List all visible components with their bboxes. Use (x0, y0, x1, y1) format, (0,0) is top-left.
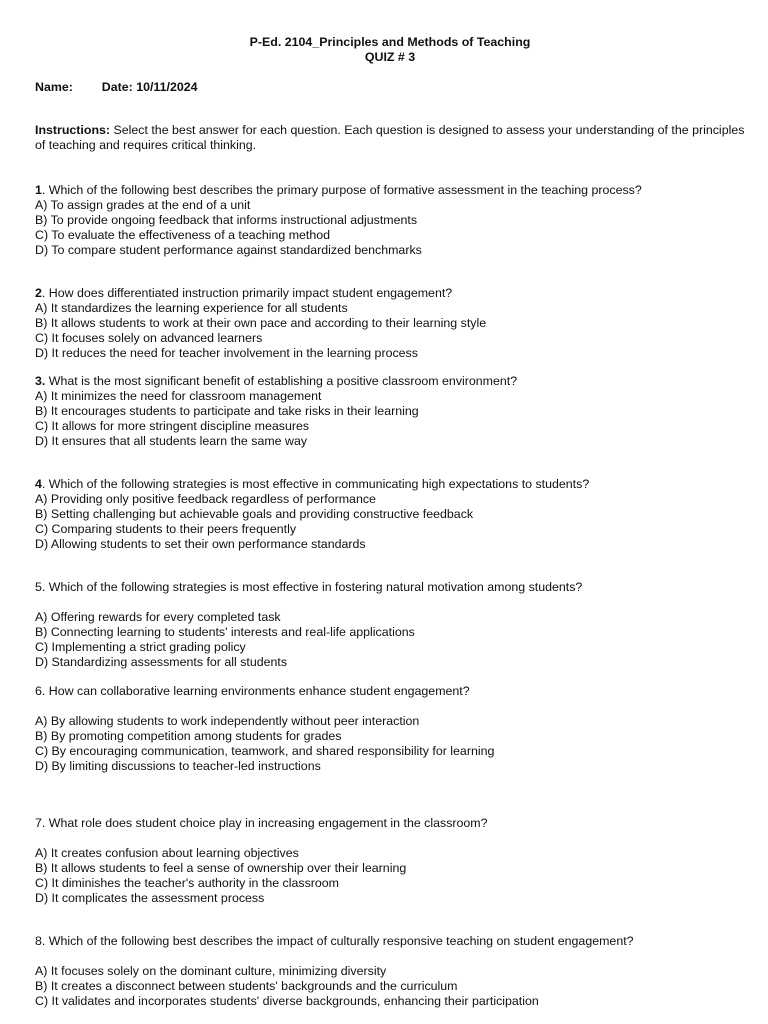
answer-option: C) By encouraging communication, teamwork, and shared responsibility for learning (35, 744, 495, 758)
question-4 (35, 477, 755, 552)
answer-option: C) It diminishes the teacher's authority in the classroom (35, 876, 340, 890)
answer-option: B) Setting challenging but achievable goals and providing constructive feedback (35, 507, 474, 521)
question-stem: 7. What role does student choice play in increasing engagement in the classroom? (35, 816, 488, 830)
answer-option: D) It ensures that all students learn the same way (35, 434, 308, 448)
instructions (35, 123, 747, 154)
instructions-text: Select the best answer for each question. Each question is designed to assess your understanding of the principles of teaching and requires critical thinking. (35, 123, 745, 153)
question-number: 3. (35, 374, 46, 388)
question-text: . Which of the following best describes the primary purpose of formative assessment in the teaching process? (41, 183, 642, 197)
question-stem (35, 477, 755, 492)
question-text: . How does differentiated instruction primarily impact student engagement? (41, 286, 453, 300)
answer-option: B) To provide ongoing feedback that informs instructional adjustments (35, 213, 418, 227)
course-title: P-Ed. 2104_Principles and Methods of Teaching (249, 35, 531, 49)
name-label: Name: (35, 80, 73, 94)
answer-option: A) By allowing students to work independently without peer interaction (35, 714, 420, 728)
header-fields (35, 80, 198, 95)
answer-option: D) By limiting discussions to teacher-led instructions (35, 759, 321, 773)
instructions-label: Instructions: (35, 123, 111, 137)
question-1 (35, 183, 755, 258)
question-stem: 5. Which of the following strategies is most effective in fostering natural motivation among students? (35, 580, 583, 594)
answer-option: C) Implementing a strict grading policy (35, 640, 246, 654)
answer-option: D) To compare student performance against standardized benchmarks (35, 243, 422, 257)
answer-option: B) By promoting competition among students for grades (35, 729, 342, 743)
question-3 (35, 374, 755, 449)
question-stem: 6. How can collaborative learning environments enhance student engagement? (35, 684, 470, 698)
answer-option: B) It allows students to feel a sense of ownership over their learning (35, 861, 407, 875)
answer-option: D) It complicates the assessment process (35, 891, 265, 905)
answer-option: A) It minimizes the need for classroom management (35, 389, 322, 403)
answer-option: C) Comparing students to their peers frequently (35, 522, 297, 536)
question-stem (35, 286, 755, 301)
answer-option: C) It focuses solely on advanced learners (35, 331, 263, 345)
question-text: What is the most significant benefit of establishing a positive classroom environment? (45, 374, 518, 388)
answer-option: D) Allowing students to set their own performance standards (35, 537, 366, 551)
answer-option: A) It standardizes the learning experience for all students (35, 301, 348, 315)
question-5 (35, 580, 755, 670)
question-number: 2 (35, 286, 42, 300)
question-number: 1 (35, 183, 42, 197)
answer-option: D) Standardizing assessments for all students (35, 655, 288, 669)
answer-option: B) Connecting learning to students' interests and real-life applications (35, 625, 415, 639)
answer-option: C) It validates and incorporates students' diverse backgrounds, enhancing their participation (35, 994, 539, 1008)
question-stem (35, 374, 755, 389)
answer-option: A) It focuses solely on the dominant culture, minimizing diversity (35, 964, 387, 978)
answer-option: C) To evaluate the effectiveness of a teaching method (35, 228, 331, 242)
question-stem: 8. Which of the following best describes the impact of culturally responsive teaching on student engagement? (35, 934, 634, 948)
quiz-title: QUIZ # 3 (364, 50, 416, 64)
question-text: . Which of the following strategies is most effective in communicating high expectations to students? (41, 477, 590, 491)
date-label: Date: 10/11/2024 (101, 80, 198, 94)
question-8 (35, 934, 755, 1009)
question-2 (35, 286, 755, 361)
answer-option: A) To assign grades at the end of a unit (35, 198, 251, 212)
answer-option: A) Offering rewards for every completed task (35, 610, 281, 624)
question-number: 4 (35, 477, 42, 491)
question-7 (35, 816, 755, 906)
answer-option: A) Providing only positive feedback regardless of performance (35, 492, 376, 506)
answer-option: C) It allows for more stringent discipline measures (35, 419, 310, 433)
answer-option: B) It creates a disconnect between students' backgrounds and the curriculum (35, 979, 458, 993)
answer-option: B) It encourages students to participate and take risks in their learning (35, 404, 419, 418)
question-stem (35, 183, 755, 198)
answer-option: B) It allows students to work at their own pace and according to their learning style (35, 316, 487, 330)
question-6 (35, 684, 755, 774)
answer-option: A) It creates confusion about learning objectives (35, 846, 299, 860)
answer-option: D) It reduces the need for teacher involvement in the learning process (35, 346, 418, 360)
